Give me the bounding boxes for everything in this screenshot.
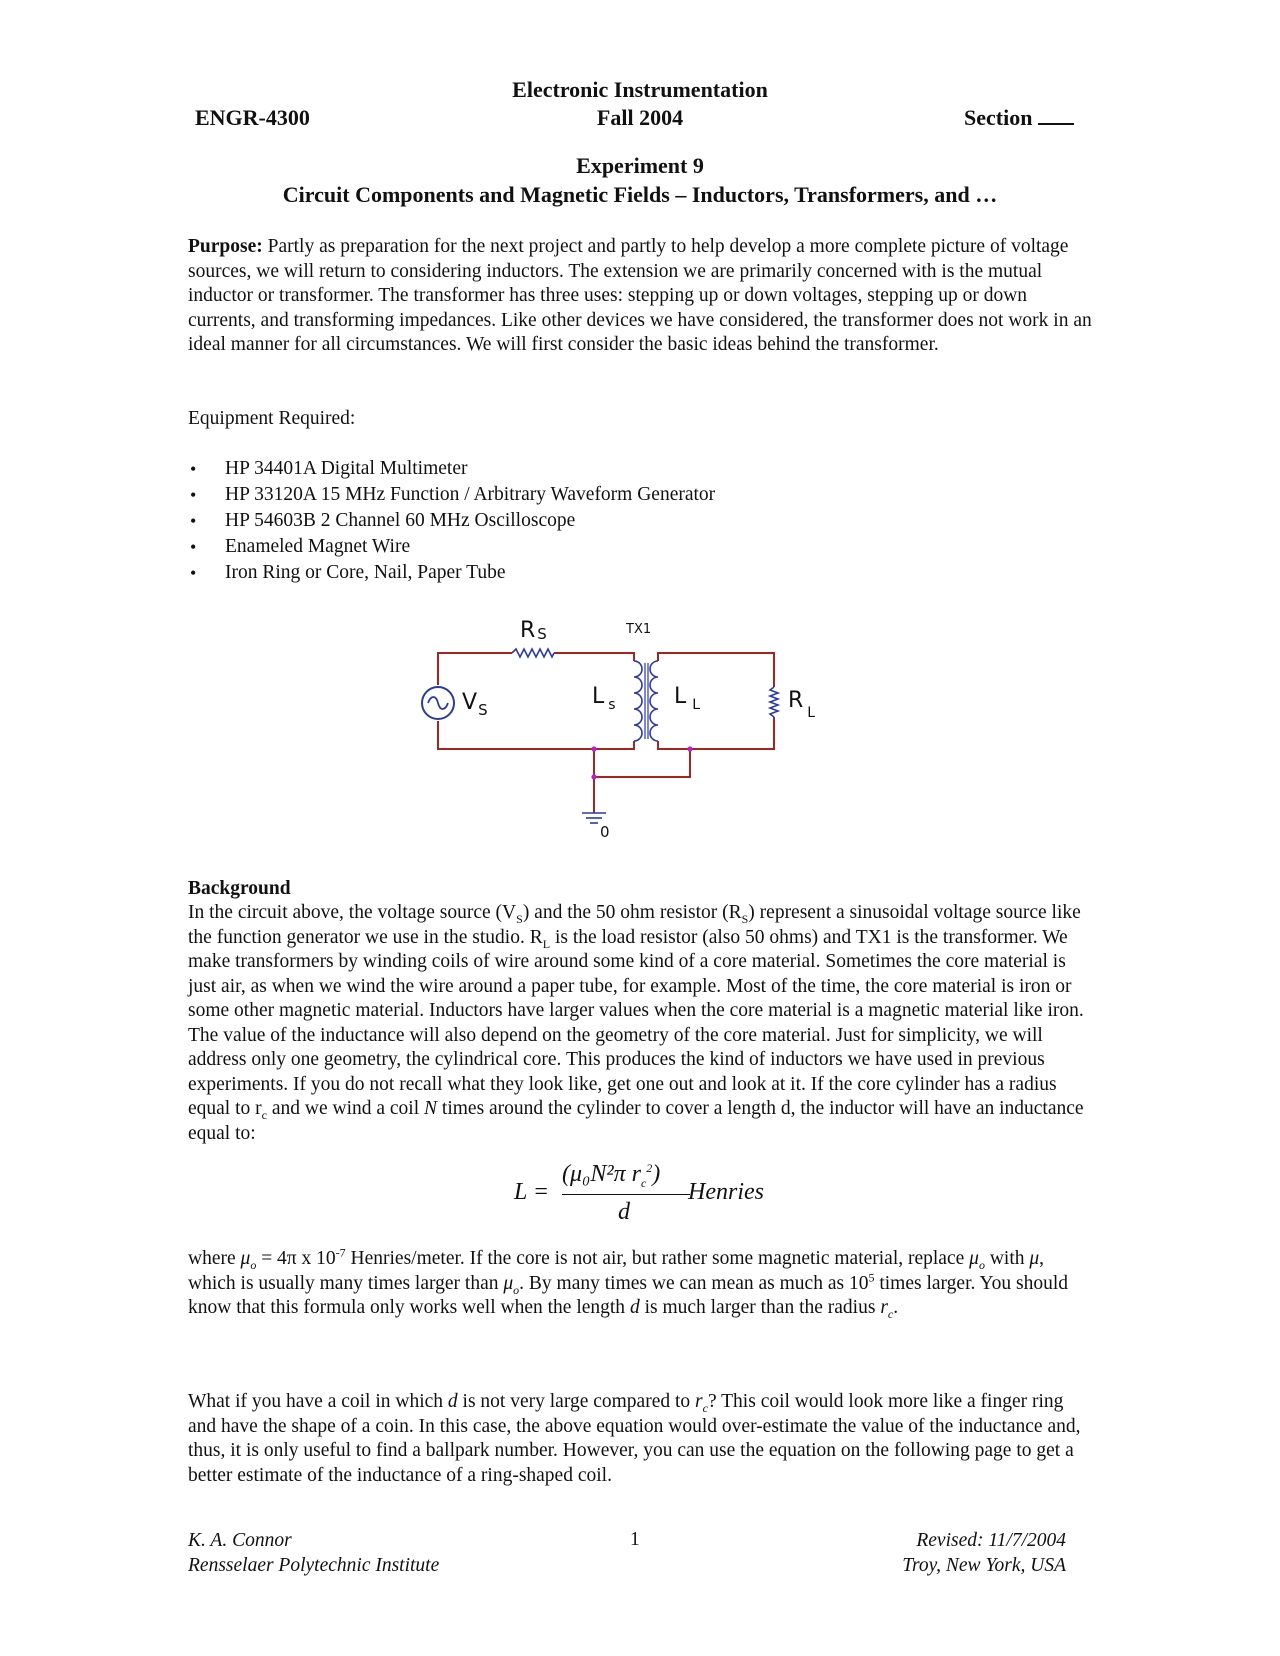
formula-lhs: L = [514,1179,550,1205]
mu-symbol: μ [969,1248,979,1269]
coin-var: d [447,1391,458,1412]
vs-label [462,690,488,719]
bg-sub: L [542,936,551,951]
bg-sub: S [741,911,749,926]
experiment-title: Circuit Components and Magnetic Fields – Inductors, Transformers, and … [282,182,998,207]
coin-sub: c [702,1400,708,1415]
fraction-bar [562,1194,690,1195]
circuit-node [687,746,692,751]
equipment-item: • Iron Ring or Core, Nail, Paper Tube [188,560,715,586]
footer-institution: Rensselaer Polytechnic Institute [188,1555,440,1576]
equipment-item: • HP 54603B 2 Channel 60 MHz Oscilloscope [188,508,715,534]
circuit-wires [438,653,774,813]
ll-label-main: L [674,684,687,709]
footer-author: K. A. Connor [188,1530,292,1551]
purpose-label: Purpose: [188,236,263,257]
purpose-text: Partly as preparation for the next project and partly to help develop a more complete picture of voltage sources, we will return to considering inductors. The extension we are primarily concerned with is the mutual inductor or transformer. The transformer has three uses: stepping up or down voltages, stepping up or down currents, and transforming impedances. Like other devices we have considered, the transformer does not work in an ideal manner for all circumstances. We will first consider the basic ideas behind the transformer. [188,236,1092,355]
bg-sub: S [516,911,523,926]
mu-symbol: μ [240,1248,251,1269]
bg-sub: c [261,1107,267,1122]
rl-label-main: R [788,688,804,713]
bg-text: is the load resistor (also 50 ohms) and TX1 is the transformer. We make transformers by winding coils of wire around some kind of a core material. Sometimes the core material is just air, as when we wind the wire around a paper tube, for example. Most of the time, the core material is iron or some other magnetic material. Inductors have larger values when the core material is a magnetic material like iron. The value of the inductance will also depend on the geometry of the core material. Just for simplicity, we will address only one geometry, the cylindrical core. This produces the kind of inductors we have used in previous experiments. If you do not recall what they look like, get one out and look at it. If the core cylinder has a radius equal to r [188,926,1084,1119]
mu-text: = 4π x 10 [256,1248,336,1269]
bg-var: N [424,1098,438,1119]
footer-left [188,1528,439,1578]
bg-text: ) and the 50 ohm resistor (R [522,902,742,923]
bg-text: times around the cylinder to cover a length d, the inductor will have an inductance equal to: [188,1098,1084,1144]
footer-revised: Revised: 11/7/2004 [916,1530,1066,1551]
equipment-heading: Equipment Required: [188,408,356,429]
section-label: Section [964,105,1033,130]
experiment-number: Experiment 9 [576,153,704,178]
mu-exp: 5 [868,1270,875,1284]
formula-unit: Henries [688,1179,764,1205]
background-heading: Background [188,878,291,899]
coin-var: r [695,1391,703,1412]
footer-location: Troy, New York, USA [902,1555,1066,1576]
formula-num-text: (μ₀N²π r [562,1161,641,1187]
mu-text: , which is usually many times larger than [188,1248,1045,1294]
vs-label-main: V [462,690,478,715]
mu-text: where [188,1248,241,1269]
rs-resistor-symbol [512,649,554,657]
formula-numerator [562,1161,661,1190]
formula-num-close: ) [652,1161,661,1187]
mu-text: . [893,1297,899,1318]
rl-resistor-symbol [770,687,778,717]
mu-text: is much larger than the radius [639,1297,881,1318]
mu-symbol: μ [1029,1248,1040,1269]
inductance-formula [510,1162,800,1242]
circuit-diagram [412,605,862,875]
ls-label-main: L [592,684,605,709]
mu-text: with [984,1248,1030,1269]
coin-text: What if you have a coil in which [188,1391,448,1412]
primary-coil-symbol [634,661,642,741]
section-blank [1038,105,1074,125]
mu-sub: o [978,1257,985,1272]
equipment-item: • Enameled Magnet Wire [188,534,715,560]
mu-symbol: μ [503,1272,514,1294]
vs-label-sub: S [478,701,488,719]
bg-text: and we wind a coil [266,1098,425,1119]
mu-var: r [880,1297,888,1318]
mu-sub: c [887,1306,894,1321]
rs-label-main: R [520,618,536,643]
equipment-list [188,456,715,586]
mu-paragraph [188,1247,1093,1321]
formula-num-sub: c [640,1175,647,1190]
ground-symbol [582,813,606,823]
mu-text: Henries/meter. If the core is not air, but rather some magnetic material, replace [345,1248,970,1269]
secondary-coil-symbol [650,661,658,741]
mu-sub: o [250,1257,257,1272]
rs-label-sub: S [537,625,547,643]
rl-label-sub: L [807,705,816,721]
ll-label-sub: L [692,697,701,713]
purpose-paragraph [188,235,1093,358]
mu-sub: o [513,1282,520,1297]
doc-title: Electronic Instrumentation [512,77,768,102]
coin-text: ? This coil would look more like a finger ring and have the shape of a coin. In this case, the above equation would over-estimate the value of the inductance and, thus, it is only useful to find a ballpark number. However, you can use the equation on the following page to get a better estimate of the inductance of a ring-shaped coil. [188,1391,1081,1486]
mu-var: d [629,1297,640,1318]
ls-label-sub: s [608,697,616,713]
circuit-node [591,774,596,779]
page-number: 1 [630,1529,640,1550]
bg-text: In the circuit above, the voltage source (V [188,902,517,923]
formula-num-sup: 2 [646,1161,653,1175]
equipment-item: • HP 34401A Digital Multimeter [188,456,715,482]
ls-label [592,684,616,713]
background-paragraph [188,901,1093,1146]
formula-denominator: d [618,1199,630,1225]
course-code: ENGR-4300 [195,105,310,130]
circuit-node [591,746,596,751]
voltage-source-symbol [422,687,454,719]
ground-label: 0 [600,823,610,841]
ll-label [674,684,700,713]
mu-text: . By many times we can mean as much as 10 [519,1272,869,1294]
mu-exp: -7 [335,1245,346,1260]
rs-label [520,618,547,643]
term: Fall 2004 [596,105,684,130]
section-field [964,104,1074,132]
mu-text: times larger. You should know that this formula only works well when the length [188,1272,1069,1318]
coin-paragraph [188,1390,1093,1488]
rl-label [788,688,815,721]
equipment-item: • HP 33120A 15 MHz Function / Arbitrary Waveform Generator [188,482,715,508]
tx-label: TX1 [626,622,652,637]
bg-text: ) represent a sinusoidal voltage source like the function generator we use in the studio. R [188,902,1081,948]
footer-right [840,1528,1066,1578]
coin-text: is not very large compared to [457,1391,696,1412]
